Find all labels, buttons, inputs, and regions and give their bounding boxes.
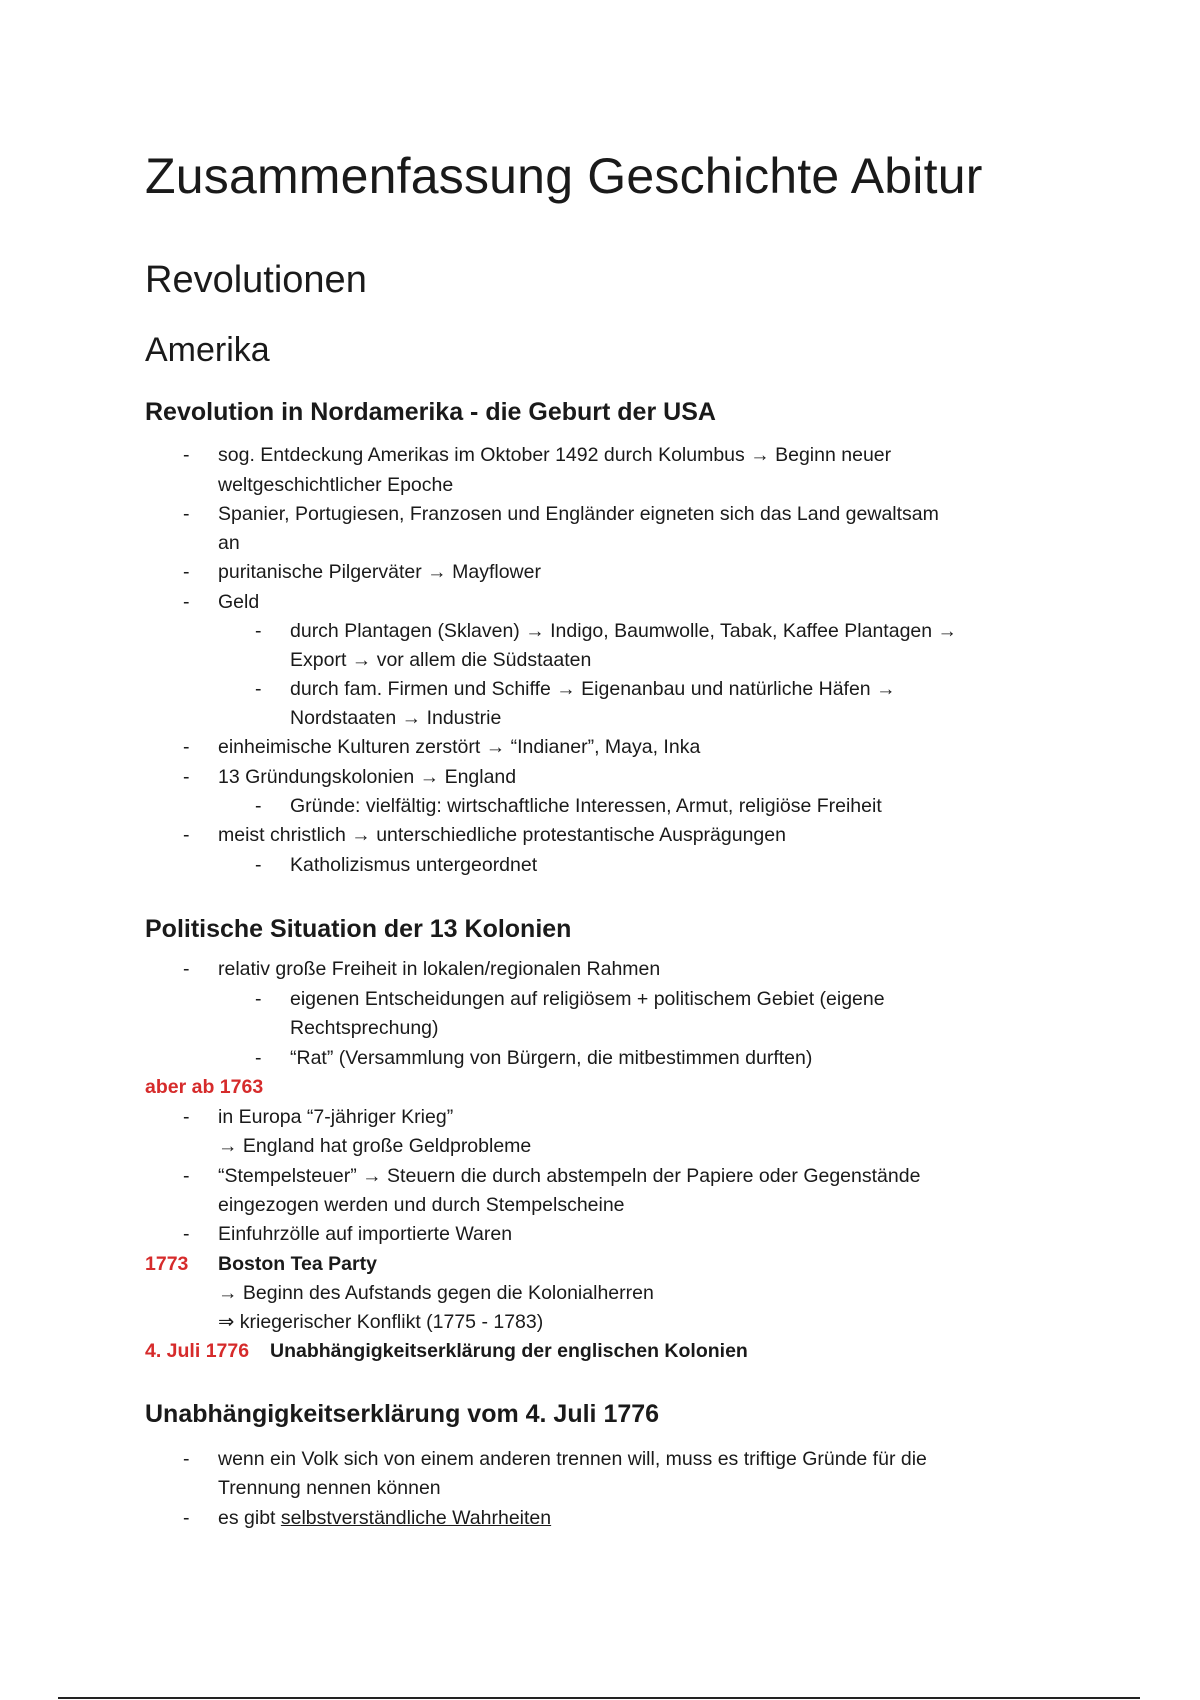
list-item-text: Trennung nennen können <box>218 1477 441 1499</box>
sub-list-item-text: Nordstaaten → Industrie <box>290 707 502 729</box>
bullet-marker: - <box>183 561 190 583</box>
bullet-marker: - <box>183 766 190 788</box>
list-item-text: meist christlich → unterschiedliche protestantische Ausprägungen <box>218 824 786 846</box>
heading-revolutionen: Revolutionen <box>145 259 367 301</box>
list-item-text: 13 Gründungskolonien → England <box>218 766 517 788</box>
list-item-text: an <box>218 532 240 554</box>
section-heading-unabhaengigkeitserklaerung: Unabhängigkeitserklärung vom 4. Juli 1776 <box>145 1400 660 1428</box>
bullet-marker: - <box>183 591 190 613</box>
bullet-marker: - <box>183 958 190 980</box>
sub-bullet-marker: - <box>255 988 262 1010</box>
bullet-marker: - <box>183 1223 190 1245</box>
page-bottom-divider <box>58 1697 1140 1699</box>
list-item-text: wenn ein Volk sich von einem anderen trennen will, muss es triftige Gründe für die <box>218 1448 927 1470</box>
list-item-text: einheimische Kulturen zerstört → “Indianer”, Maya, Inka <box>218 736 701 758</box>
heading-amerika: Amerika <box>145 331 270 369</box>
list-item-text: “Stempelsteuer” → Steuern die durch abstempeln der Papiere oder Gegenstände <box>218 1165 921 1187</box>
sub-list-item-text: Katholizismus untergeordnet <box>290 854 538 876</box>
sub-bullet-marker: - <box>255 854 262 876</box>
list-item-prefix: es gibt <box>218 1507 276 1529</box>
event-unabhaengigkeitserklaerung: Unabhängigkeitserklärung der englischen Kolonien <box>270 1340 748 1362</box>
list-item-text: ⇒ kriegerischer Konflikt (1775 - 1783) <box>218 1311 544 1333</box>
section-heading-revolution-nordamerika: Revolution in Nordamerika - die Geburt der USA <box>145 398 716 426</box>
bullet-marker: - <box>183 503 190 525</box>
sub-bullet-marker: - <box>255 678 262 700</box>
section-heading-politische-situation: Politische Situation der 13 Kolonien <box>145 915 572 943</box>
list-item-text: sog. Entdeckung Amerikas im Oktober 1492 durch Kolumbus → Beginn neuer <box>218 444 892 466</box>
bullet-marker: - <box>183 736 190 758</box>
sub-bullet-marker: - <box>255 795 262 817</box>
bullet-marker: - <box>183 1507 190 1529</box>
sub-list-item-text: eigenen Entscheidungen auf religiösem + politischem Gebiet (eigene <box>290 988 885 1010</box>
event-boston-tea-party: Boston Tea Party <box>218 1253 377 1275</box>
underlined-phrase: selbstverständliche Wahrheiten <box>280 1507 552 1529</box>
bullet-marker: - <box>183 1448 190 1470</box>
sub-list-item-text: “Rat” (Versammlung von Bürgern, die mitbestimmen durften) <box>290 1047 813 1069</box>
bullet-marker: - <box>183 444 190 466</box>
bullet-marker: - <box>183 1106 190 1128</box>
bullet-marker: - <box>183 1165 190 1187</box>
list-item-text: → England hat große Geldprobleme <box>218 1135 532 1157</box>
date-4-juli-1776: 4. Juli 1776 <box>145 1340 250 1362</box>
list-item-text: in Europa “7-jähriger Krieg” <box>218 1106 454 1128</box>
sub-bullet-marker: - <box>255 620 262 642</box>
list-item-text <box>218 1504 551 1534</box>
sub-list-item-text: durch Plantagen (Sklaven) → Indigo, Baumwolle, Tabak, Kaffee Plantagen → <box>290 620 958 642</box>
sub-list-item-text: Gründe: vielfältig: wirtschaftliche Interessen, Armut, religiöse Freiheit <box>290 795 882 817</box>
sub-bullet-marker: - <box>255 1047 262 1069</box>
list-item-text: → Beginn des Aufstands gegen die Kolonialherren <box>218 1282 654 1304</box>
bullet-marker: - <box>183 824 190 846</box>
list-item-text: relativ große Freiheit in lokalen/regionalen Rahmen <box>218 958 661 980</box>
list-item-text: Spanier, Portugiesen, Franzosen und Engländer eigneten sich das Land gewaltsam <box>218 503 939 525</box>
document-title: Zusammenfassung Geschichte Abitur <box>145 148 983 204</box>
sub-list-item-text: Rechtsprechung) <box>290 1017 439 1039</box>
highlight-aber-ab-1763: aber ab 1763 <box>145 1076 264 1098</box>
list-item-text: Geld <box>218 591 260 613</box>
year-1773: 1773 <box>145 1253 189 1275</box>
list-item-text: weltgeschichtlicher Epoche <box>218 474 454 496</box>
list-item-text: eingezogen werden und durch Stempelscheine <box>218 1194 625 1216</box>
sub-list-item-text: Export → vor allem die Südstaaten <box>290 649 592 671</box>
list-item-text: puritanische Pilgerväter → Mayflower <box>218 561 541 583</box>
list-item-text: Einfuhrzölle auf importierte Waren <box>218 1223 513 1245</box>
sub-list-item-text: durch fam. Firmen und Schiffe → Eigenanbau und natürliche Häfen → <box>290 678 896 700</box>
